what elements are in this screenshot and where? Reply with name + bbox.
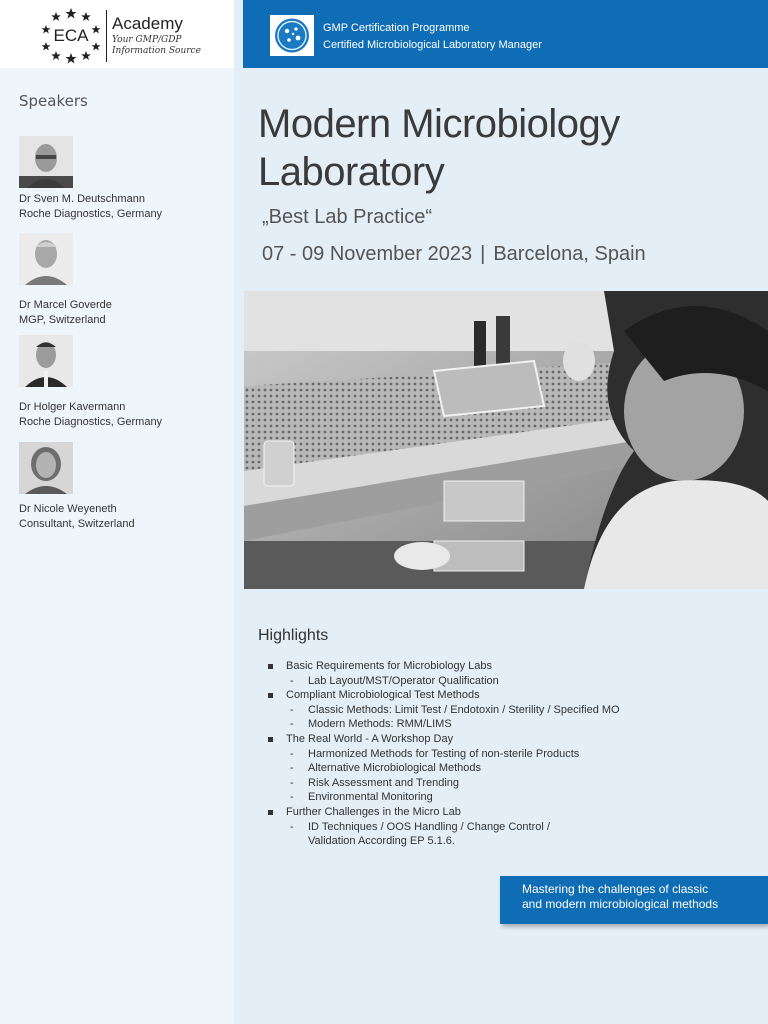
speaker-name: Dr Sven M. Deutschmann [19, 193, 145, 205]
speakers-heading: Speakers [19, 92, 88, 110]
eca-star-seal-icon [38, 6, 104, 64]
highlight-subitem: - Modern Methods: RMM/LIMS [286, 717, 748, 732]
speaker-org: MGP, Switzerland [19, 314, 106, 326]
highlights-heading: Highlights [258, 627, 329, 644]
left-sidebar [0, 0, 234, 1024]
logo-name: Academy [112, 14, 183, 33]
speaker-org: Roche Diagnostics, Germany [19, 416, 163, 428]
eca-academy-logo[interactable] [0, 0, 234, 68]
speaker-photo [19, 442, 73, 494]
callout-line1: Mastering the challenges of classic [522, 882, 709, 896]
callout-line2: and modern microbiological methods [522, 896, 719, 911]
speaker-name: Dr Holger Kavermann [19, 401, 126, 413]
speaker-org: Roche Diagnostics, Germany [19, 208, 163, 220]
highlight-subitem: - Alternative Microbiological Methods [286, 761, 748, 776]
highlight-item [268, 805, 748, 849]
event-dateline [262, 243, 646, 266]
highlight-label: Basic Requirements for Microbiology Labs [286, 660, 493, 672]
logo-tagline: Your GMP/GDP Information Source [112, 35, 201, 56]
programme-name: GMP Certification Programme [323, 22, 470, 34]
highlight-item [268, 659, 748, 688]
speaker-org: Consultant, Switzerland [19, 518, 135, 530]
speaker-name: Dr Marcel Goverde [19, 299, 112, 311]
event-location: Barcelona, Spain [493, 243, 646, 265]
highlight-subitem: - ID Techniques / OOS Handling / Change Control / [286, 820, 748, 835]
highlight-subitems [286, 674, 748, 689]
highlight-subitems [286, 820, 748, 849]
highlight-subitems [286, 703, 748, 732]
event-dates: 07 - 09 November 2023 [262, 243, 473, 265]
highlight-item [268, 688, 748, 732]
callout-banner [500, 876, 768, 924]
highlight-subitem: Validation According EP 5.1.6. [308, 835, 455, 848]
highlight-label: Further Challenges in the Micro Lab [286, 805, 461, 818]
event-title-line1: Modern Microbiology [258, 102, 620, 146]
dateline-separator: | [480, 243, 486, 265]
highlight-subitem: - Environmental Monitoring [286, 790, 748, 805]
speaker-card [19, 335, 229, 430]
highlight-subitem: - Risk Assessment and Trending [286, 776, 748, 791]
highlight-subitem: - Classic Methods: Limit Test / Endotoxin / Sterility / Specified MO [286, 703, 748, 718]
speaker-name: Dr Nicole Weyeneth [19, 503, 117, 515]
highlight-label: The Real World - A Workshop Day [286, 732, 454, 745]
highlight-label: Compliant Microbiological Test Methods [286, 689, 480, 702]
programme-header [243, 0, 768, 68]
microscope-cells-icon [270, 15, 314, 56]
event-subtitle: „Best Lab Practice“ [262, 206, 433, 228]
speaker-card [19, 136, 229, 222]
callout-text [522, 882, 762, 911]
logo-divider [106, 10, 107, 62]
highlight-subitem: - Lab Layout/MST/Operator Qualification [286, 674, 748, 689]
speaker-card [19, 233, 229, 328]
highlight-subitem: - Harmonized Methods for Testing of non-sterile Products [286, 747, 748, 762]
event-title [258, 100, 718, 196]
highlight-subitems [286, 747, 748, 805]
event-title-line2: Laboratory [258, 150, 445, 194]
programme-certificate: Certified Microbiological Laboratory Manager [323, 39, 542, 51]
speaker-photo [19, 335, 73, 387]
highlights-list [268, 659, 748, 849]
svg-text:ECA: ECA [53, 26, 89, 45]
speaker-photo [19, 136, 73, 188]
highlight-item [268, 732, 748, 805]
speaker-photo [19, 233, 73, 285]
speaker-card [19, 442, 229, 532]
lab-photo [244, 291, 768, 589]
